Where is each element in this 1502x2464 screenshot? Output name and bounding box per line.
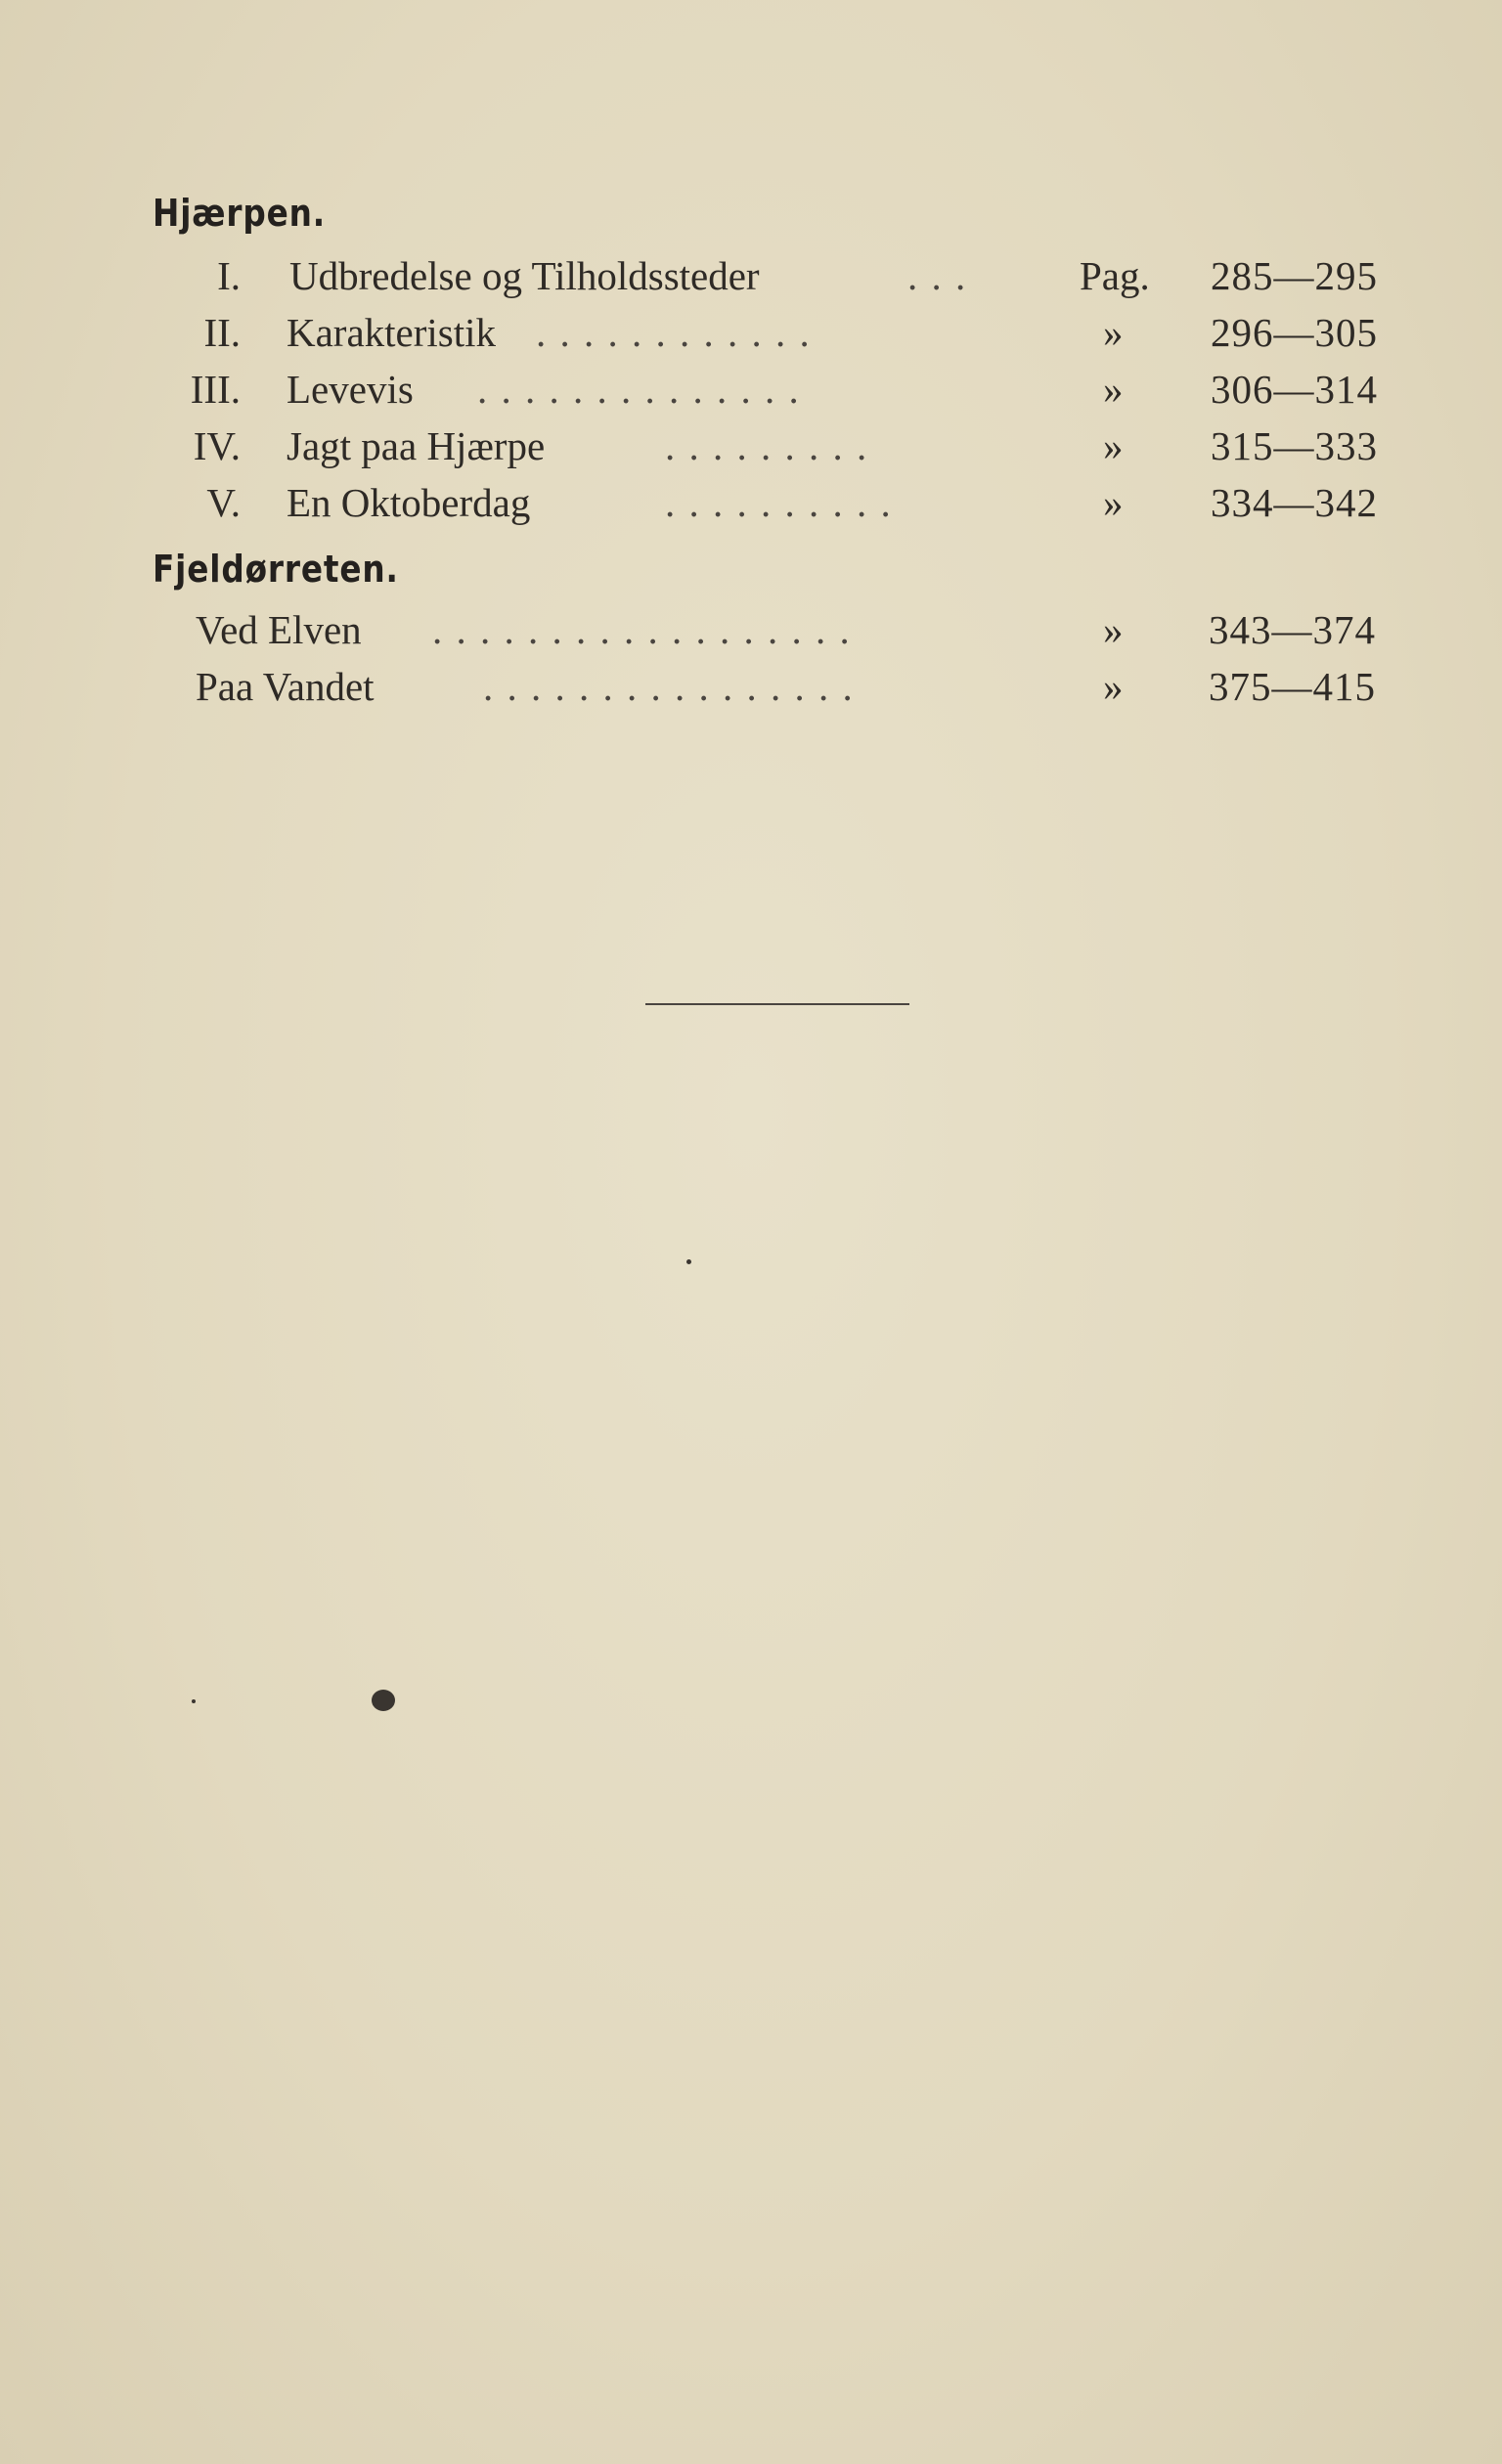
- entry-title: Levevis: [287, 367, 414, 412]
- entry-number: V.: [206, 480, 241, 525]
- entry-number: II.: [203, 310, 241, 355]
- page-prefix: Pag.: [1080, 253, 1150, 298]
- dot-leader: . . . . . . . . . . . . . .: [477, 367, 801, 412]
- ink-speck: [192, 1699, 196, 1703]
- section-title-fjeldorreten: Fjeldørreten.: [153, 548, 399, 591]
- page-range: 296—305: [1211, 310, 1378, 355]
- ink-speck: [372, 1690, 395, 1711]
- dot-leader: . . . . . . . . .: [665, 423, 869, 468]
- page-prefix: »: [1103, 480, 1124, 525]
- dot-leader: . . . . . . . . . . . . . . . .: [483, 664, 855, 709]
- entry-title: Udbredelse og Tilholdssteder: [289, 253, 760, 298]
- section-title-hjaerpen: Hjærpen.: [153, 192, 327, 235]
- page-range: 306—314: [1211, 367, 1378, 412]
- page-range: 315—333: [1211, 423, 1378, 468]
- page-range: 285—295: [1211, 253, 1378, 298]
- entry-title: En Oktoberdag: [287, 480, 531, 525]
- page-range: 343—374: [1209, 607, 1376, 652]
- dot-leader: . . . . . . . . . . . .: [536, 310, 812, 355]
- entry-title: Paa Vandet: [196, 664, 375, 709]
- entry-number: III.: [190, 367, 241, 412]
- page-range: 334—342: [1211, 480, 1378, 525]
- dot-leader: . . . . . . . . . . . . . . . . . .: [432, 607, 852, 652]
- page-prefix: »: [1103, 664, 1124, 709]
- toc-entry: [0, 659, 1502, 714]
- toc-entry: [0, 475, 1502, 530]
- toc-entry: [0, 362, 1502, 417]
- entry-number: I.: [217, 253, 241, 298]
- toc-entry: [0, 305, 1502, 360]
- ink-speck: [686, 1259, 691, 1264]
- section-divider-rule: [645, 1003, 909, 1005]
- entry-title: Ved Elven: [196, 607, 362, 652]
- page-prefix: »: [1103, 367, 1124, 412]
- page-prefix: »: [1103, 310, 1124, 355]
- entry-title: Karakteristik: [287, 310, 497, 355]
- toc-entry: [0, 248, 1502, 303]
- page-prefix: »: [1103, 423, 1124, 468]
- toc-entry: [0, 602, 1502, 657]
- entry-title: Jagt paa Hjærpe: [287, 423, 546, 468]
- page-range: 375—415: [1209, 664, 1376, 709]
- entry-number: IV.: [193, 423, 241, 468]
- page-prefix: »: [1103, 607, 1124, 652]
- dot-leader: . . . . . . . . . .: [665, 480, 893, 525]
- dot-leader: . . .: [907, 253, 968, 298]
- toc-entry: [0, 418, 1502, 473]
